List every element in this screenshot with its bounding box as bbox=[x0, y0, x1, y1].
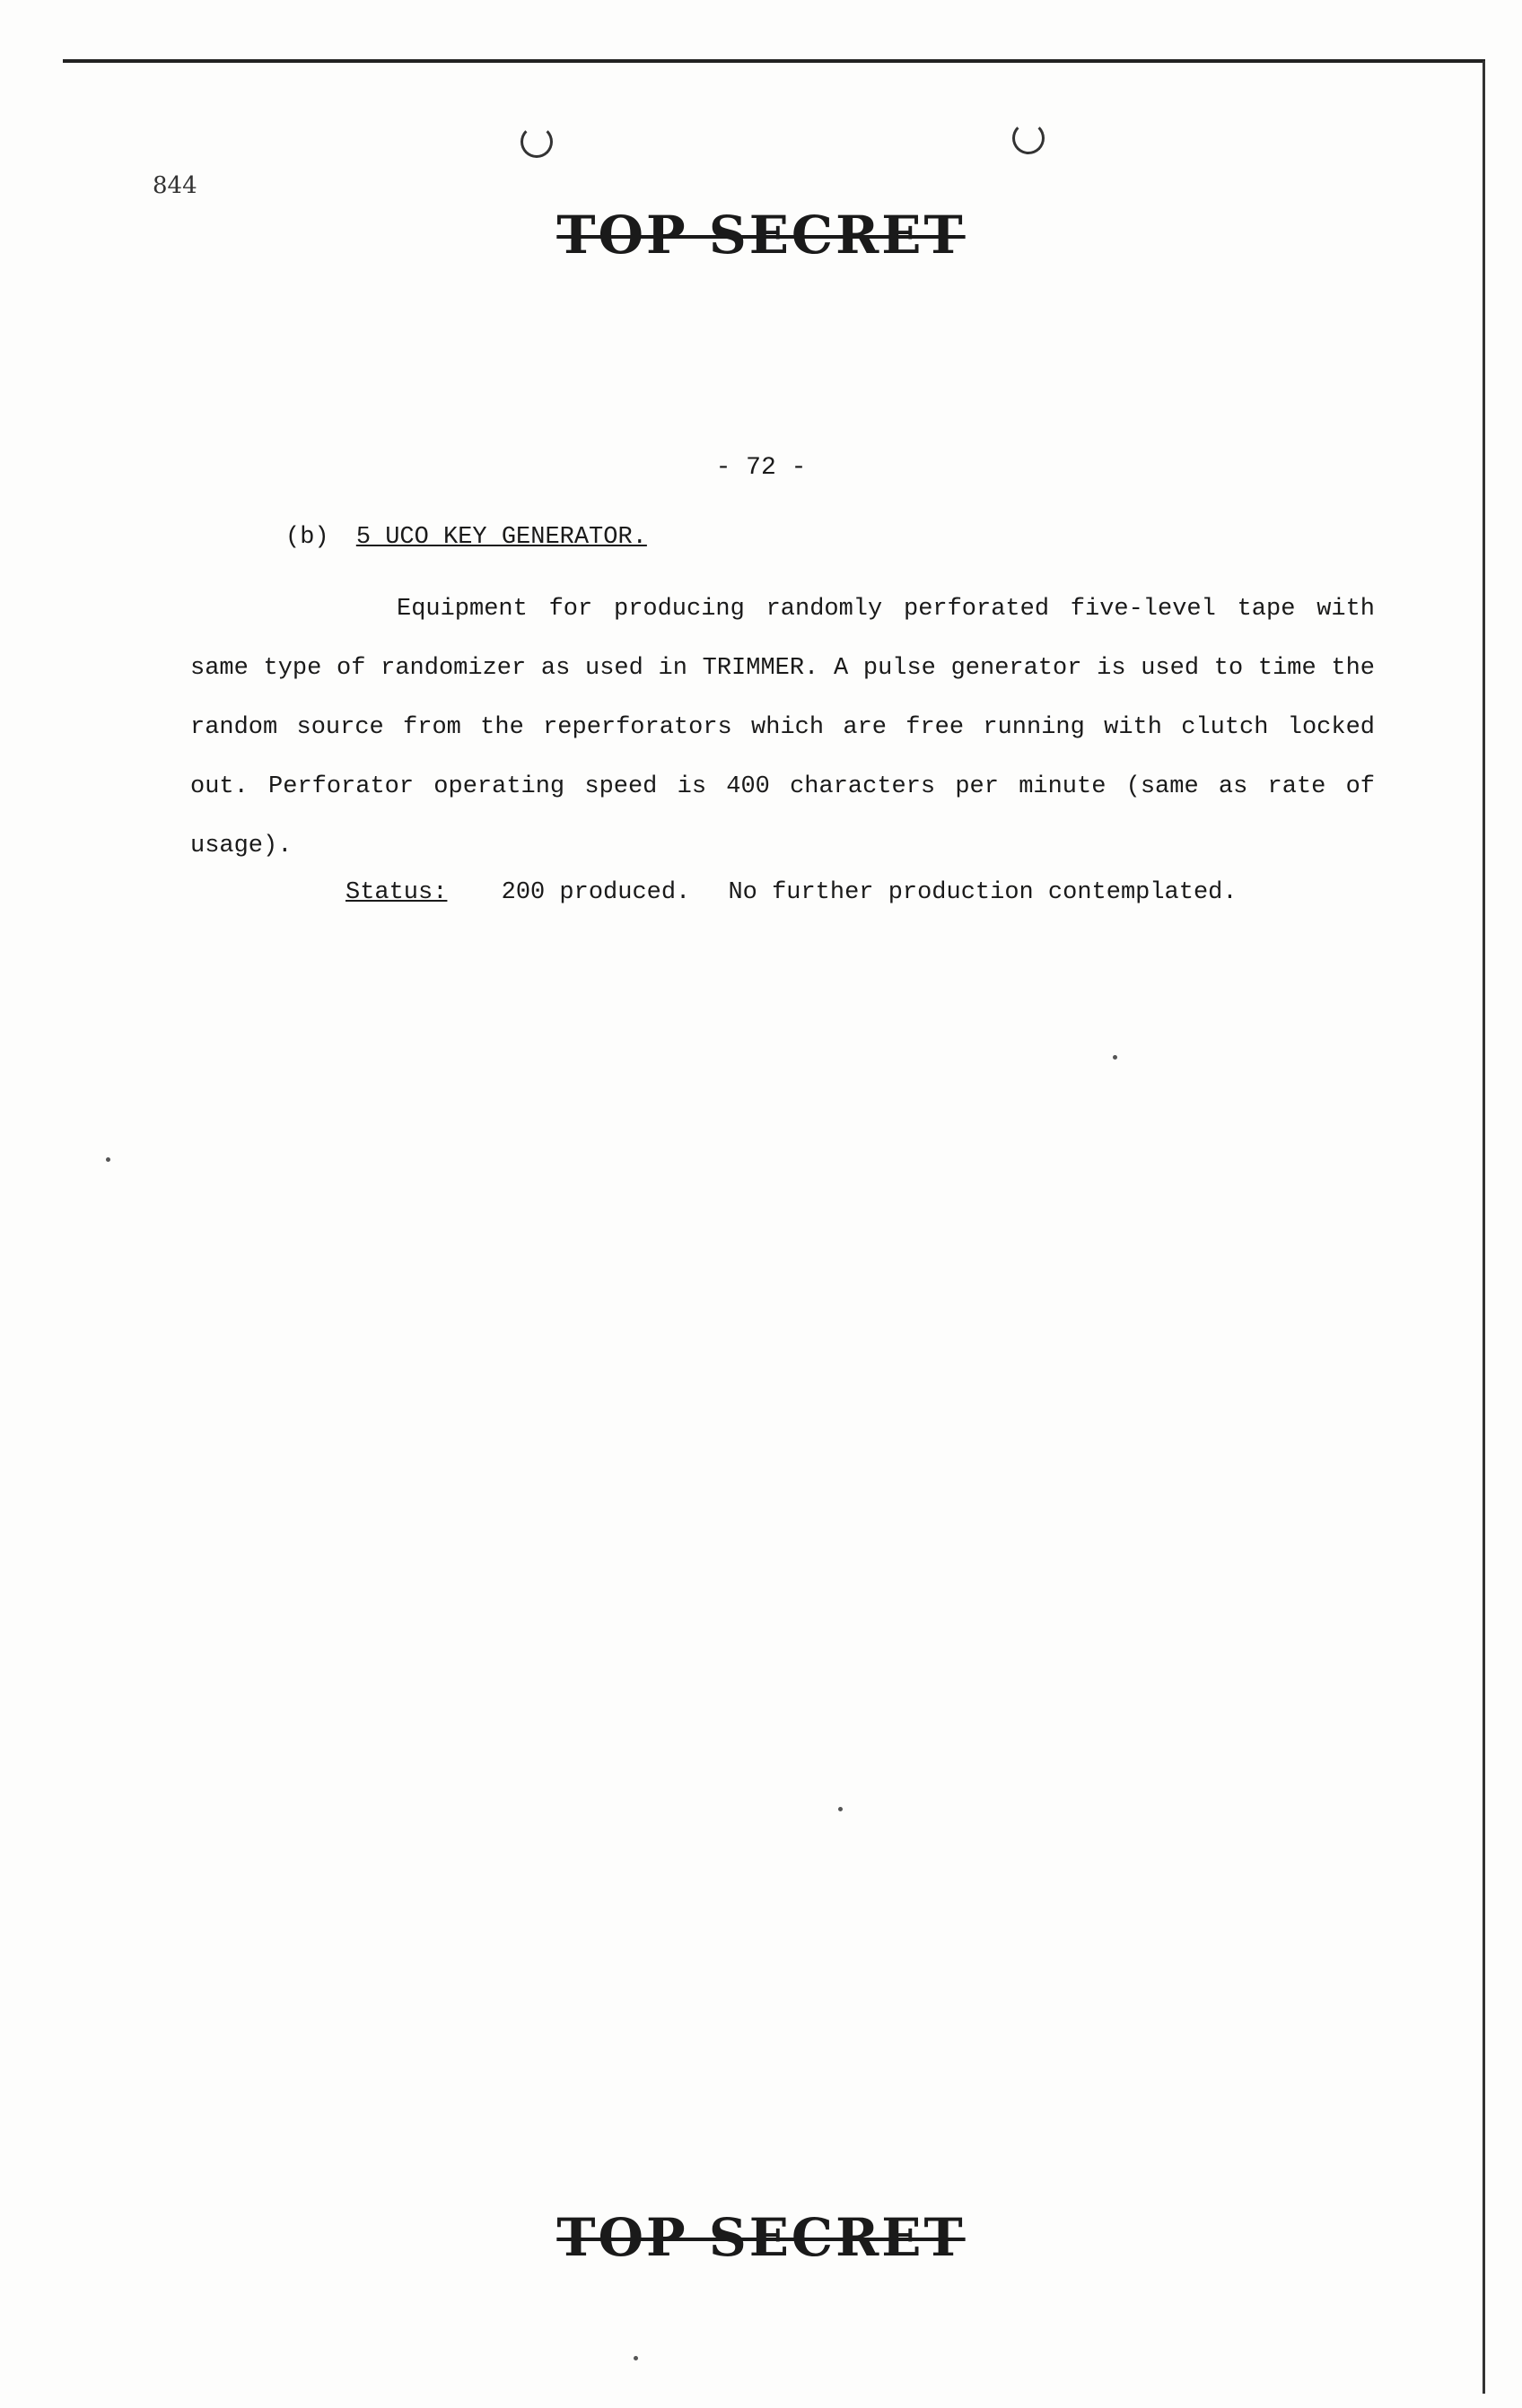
status-note: No further production contemplated. bbox=[728, 879, 1238, 906]
section-label: (b) bbox=[285, 524, 329, 551]
scan-speck bbox=[106, 1157, 110, 1162]
handwritten-page-number: 844 bbox=[153, 172, 197, 199]
scan-speck bbox=[634, 2356, 638, 2360]
classification-footer-text: TOP SECRET bbox=[556, 2207, 966, 2268]
page-right-edge bbox=[1483, 61, 1485, 2394]
punch-hole-left bbox=[520, 126, 553, 158]
scan-speck bbox=[838, 1807, 843, 1811]
status-value: 200 produced. bbox=[501, 879, 691, 906]
classification-footer bbox=[0, 2207, 1522, 2268]
body-paragraph: Equipment for producing randomly perforated five-level tape with same type of randomizer as used in TRIMMER. A pulse generator is used to time the random source from the reperforators which are free running with clutch locked out. Perforator operating speed is 400 characters per minute (same as rate of usage). bbox=[190, 596, 1375, 859]
page-number: - 72 - bbox=[715, 454, 807, 482]
classification-header bbox=[0, 205, 1522, 266]
scan-speck bbox=[1113, 1055, 1117, 1060]
section-title: 5 UCO KEY GENERATOR. bbox=[355, 524, 647, 551]
page-top-edge bbox=[63, 59, 1485, 63]
section-heading bbox=[285, 524, 647, 551]
status-line bbox=[346, 879, 1238, 906]
classification-header-text: TOP SECRET bbox=[556, 205, 966, 266]
status-label: Status: bbox=[346, 879, 448, 906]
punch-hole-right bbox=[1012, 122, 1045, 154]
